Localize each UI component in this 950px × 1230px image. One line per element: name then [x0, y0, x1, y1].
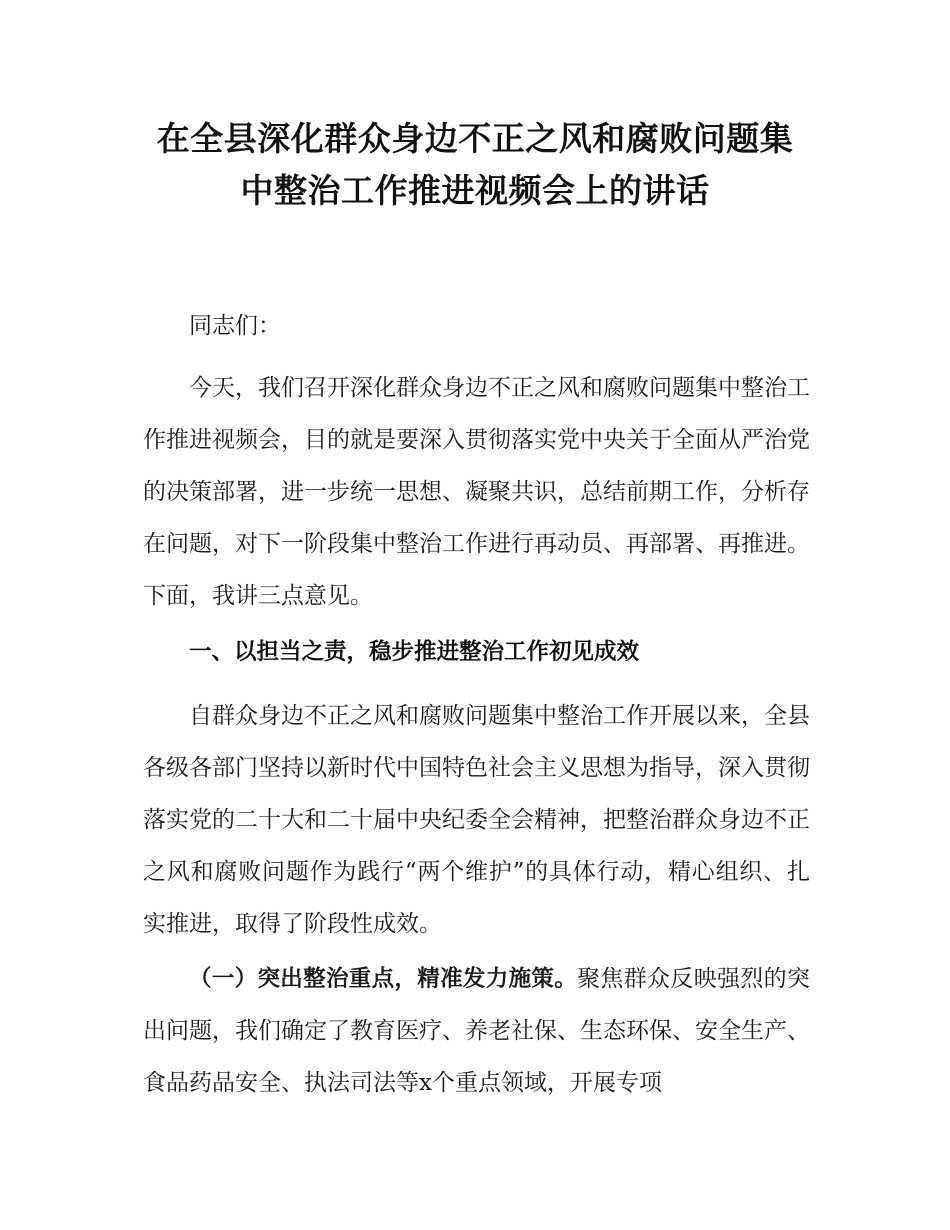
title-line-1: 在全县深化群众身边不正之风和腐败问题集: [156, 119, 794, 158]
title-line-2: 中整治工作推进视频会上的讲话: [240, 171, 710, 210]
point-1-lead: （一）突出整治重点，精准发力施策。: [189, 966, 578, 992]
section-heading-1: 一、以担当之责，稳步推进整治工作初见成效: [189, 639, 640, 665]
document-title: [120, 113, 830, 217]
point-1-paragraph: [143, 953, 810, 1109]
salutation: 同志们：: [189, 313, 281, 339]
point-1-body: 聚焦群众反映强烈的突出问题，我们确定了教育医疗、养老社保、生态环保、安全生产、食品药品安全、执法司法等x个重点领域，开展专项: [143, 966, 810, 1096]
section-1-paragraph: 自群众身边不正之风和腐败问题集中整治工作开展以来，全县各级各部门坚持以新时代中国特色社会主义思想为指导，深入贯彻落实党的二十大和二十届中央纪委全会精神，把整治群众身边不正之风和腐败问题作为践行“两个维护”的具体行动，精心组织、扎实推进，取得了阶段性成效。: [143, 703, 810, 937]
intro-paragraph: 今天，我们召开深化群众身边不正之风和腐败问题集中整治工作推进视频会，目的就是要深入贯彻落实党中央关于全面从严治党的决策部署，进一步统一思想、凝聚共识，总结前期工作，分析存在问题，对下一阶段集中整治工作进行再动员、再部署、再推进。下面，我讲三点意见。: [143, 375, 810, 609]
